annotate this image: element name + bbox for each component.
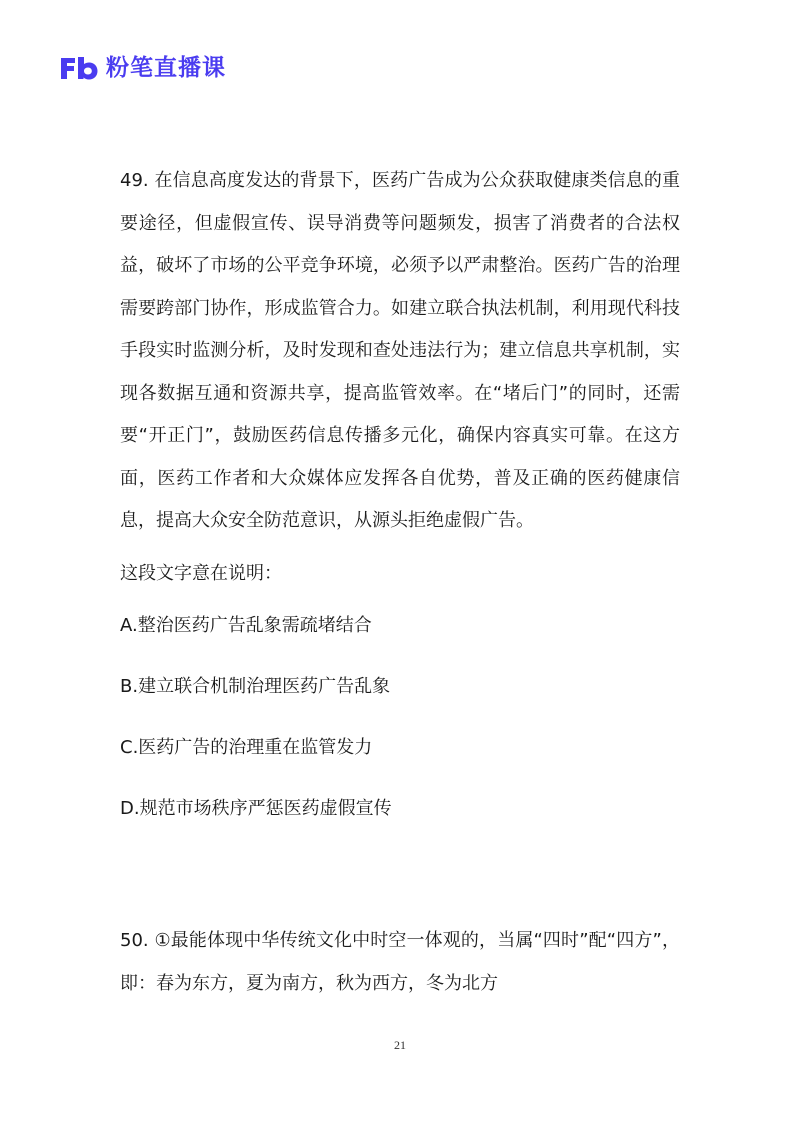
question-stem: 49. 在信息高度发达的背景下，医药广告成为公众获取健康类信息的重要途径，但虚假宣传、误导消费等问题频发，损害了消费者的合法权益，破坏了市场的公平竞争环境，必须予以严肃整治。医药广告的治理需要跨部门协作，形成监管合力。如建立联合执法机制，利用现代科技手段实时监测分析，及时发现和查处违法行为；建立信息共享机制，实现各数据互通和资源共享，提高监管效率。在“堵后门”的同时，还需要“开正门”，鼓励医药信息传播多元化，确保内容真实可靠。在这方面，医药工作者和大众媒体应发挥各自优势，普及正确的医药健康信息，提高大众安全防范意识，从源头拒绝虚假广告。 — [120, 170, 680, 531]
question-49 — [120, 160, 680, 858]
answer-options — [120, 614, 680, 821]
question-prompt: 这段文字意在说明： — [120, 562, 282, 584]
fb-logo-icon — [58, 54, 100, 82]
page-number: 21 — [394, 1038, 406, 1052]
option-b: B.建立联合机制治理医药广告乱象 — [120, 676, 391, 697]
option-d: D.规范市场秩序严惩医药虚假宣传 — [120, 798, 392, 819]
question-stem: 50. ①最能体现中华传统文化中时空一体观的，当属“四时”配“四方”，即：春为东方，夏为南方，秋为西方，冬为北方 — [120, 930, 680, 994]
option-c: C.医药广告的治理重在监管发力 — [120, 737, 373, 758]
question-50 — [120, 920, 680, 1005]
option-a: A.整治医药广告乱象需疏堵结合 — [120, 615, 372, 636]
brand-name: 粉笔直播课 — [106, 55, 226, 81]
header — [58, 52, 226, 84]
